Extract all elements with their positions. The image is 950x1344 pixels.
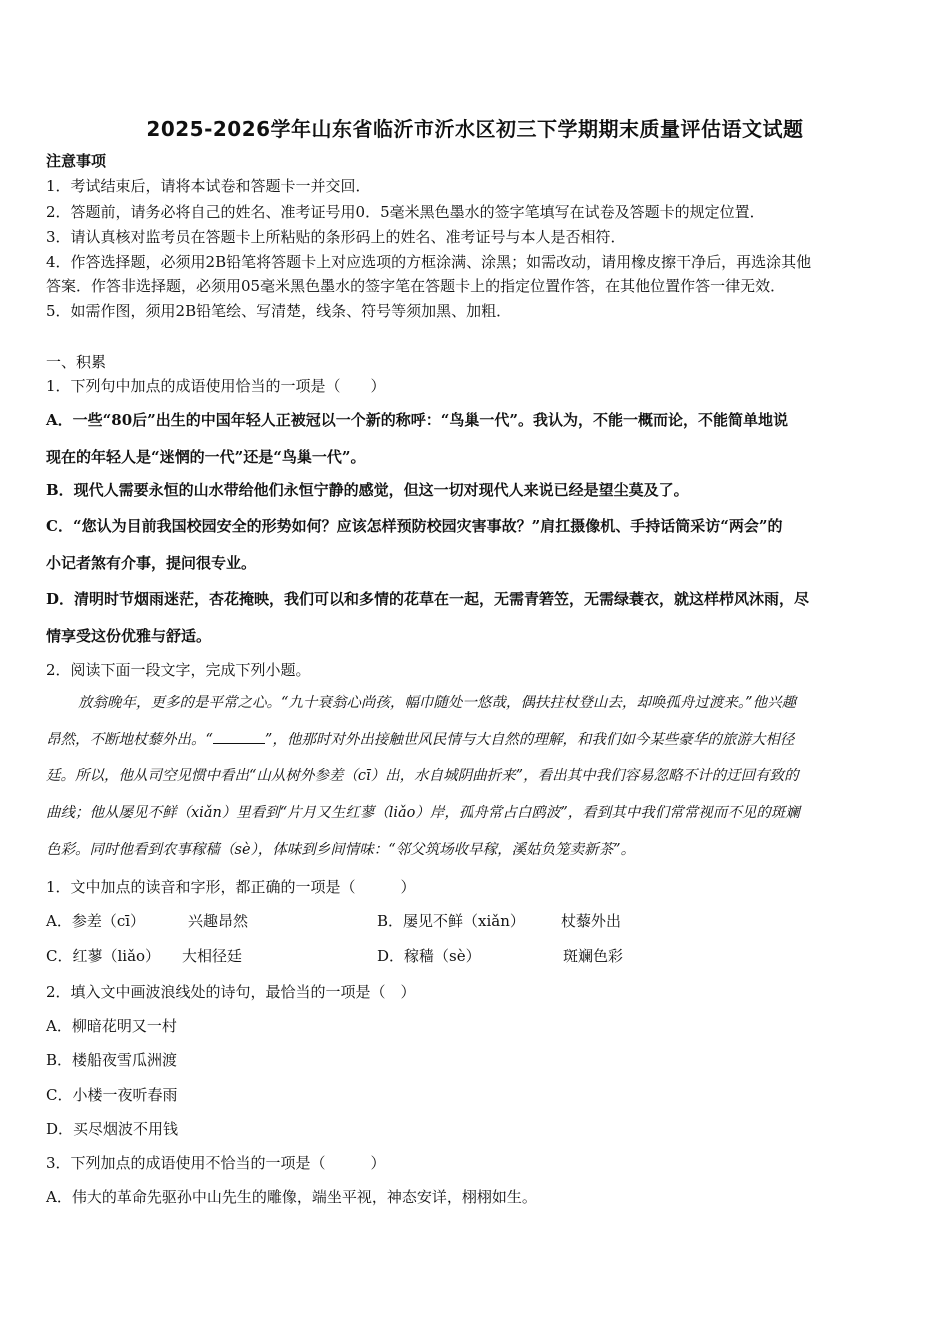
sub1-option-a-word: 兴趣昂然 (188, 912, 249, 930)
q1-option-d: D．清明时节烟雨迷茫，杏花掩映，我们可以和多情的花草在一起，无需青箬笠，无需绿蓑衣，就这样栉风沐雨，尽 (46, 590, 810, 608)
question-2-stem: 2．阅读下面一段文字，完成下列小题。 (46, 661, 311, 679)
sub1-option-b: B．屡见不鲜（xiǎn） (377, 912, 525, 930)
passage-line: 廷。所以，他从司空见惯中看出“山从树外参差（cī）出，水自城阴曲折来”，看出其中我们容易忽略不计的迂回有致的 (46, 768, 799, 784)
sub2-option-b: B．楼船夜雪瓜洲渡 (46, 1051, 178, 1069)
notice-item: 1．考试结束后，请将本试卷和答题卡一并交回． (46, 177, 371, 195)
q3-option-a: A．伟大的革命先驱孙中山先生的雕像，端坐平视，神态安详，栩栩如生。 (46, 1188, 537, 1206)
q1-option-d-cont: 情享受这份优雅与舒适。 (46, 627, 212, 645)
passage-line (46, 729, 794, 750)
section-heading: 一、积累 (46, 353, 107, 371)
notice-heading: 注意事项 (46, 152, 107, 170)
page-title: 2025-2026学年山东省临沂市沂水区初三下学期期末质量评估语文试题 (146, 117, 804, 141)
notice-item: 4．作答选择题，必须用2B铅笔将答题卡上对应选项的方框涂满、涂黑；如需改动，请用橡皮擦干净后，再选涂其他 (46, 253, 812, 271)
wavy-blank (213, 729, 265, 744)
question-3-stem: 3．下列加点的成语使用不恰当的一项是（ ） (46, 1154, 386, 1172)
q1-option-b: B．现代人需要永恒的山水带给他们永恒宁静的感觉，但这一切对现代人来说已经是望尘莫及了。 (46, 481, 689, 499)
passage-text: ”，他那时对外出接触世风民情与大自然的理解，和我们如今某些豪华的旅游大相径 (264, 732, 795, 748)
notice-item: 2．答题前，请务必将自己的姓名、准考证号用0．5毫米黑色墨水的签字笔填写在试卷及答题卡的规定位置． (46, 203, 765, 221)
sub1-option-d: D．稼穑（sè） (377, 947, 481, 965)
sub-question-2-stem: 2．填入文中画波浪线处的诗句，最恰当的一项是（ ） (46, 983, 416, 1001)
passage-text: 昂然，不断地杖藜外出。“ (46, 732, 213, 748)
sub1-option-a: A．参差（cī） (46, 912, 146, 930)
sub1-option-c: C．红蓼（liǎo） (46, 947, 161, 965)
notice-item: 答案．作答非选择题，必须用05毫米黑色墨水的签字笔在答题卡上的指定位置作答，在其他位置作答一律无效． (46, 277, 786, 295)
passage-line: 色彩。同时他看到农事稼穑（sè），体味到乡间情味：“邻父筑场收早稼，溪姑负笼卖新茶”。 (46, 842, 636, 858)
sub2-option-c: C．小楼一夜听春雨 (46, 1086, 178, 1104)
sub2-option-a: A．柳暗花明又一村 (46, 1017, 177, 1035)
q1-option-c-cont: 小记者煞有介事，提问很专业。 (46, 554, 257, 572)
passage-line: 曲线；他从屡见不鲜（xiǎn）里看到“片月又生红蓼（liǎo）岸，孤舟常占白鸥波”，看到其中我们常常视而不见的斑斓 (46, 805, 800, 821)
q1-option-a: A．一些“80后”出生的中国年轻人正被冠以一个新的称呼：“鸟巢一代”。我认为，不能一概而论，不能简单地说 (46, 411, 789, 429)
notice-item: 3．请认真核对监考员在答题卡上所粘贴的条形码上的姓名、准考证号与本人是否相符． (46, 228, 626, 246)
sub1-option-b-word: 杖藜外出 (561, 912, 622, 930)
q1-option-c: C．“您认为目前我国校园安全的形势如何？应该怎样预防校园灾害事故？”肩扛摄像机、手持话筒采访“两会”的 (46, 517, 783, 535)
sub1-option-d-word: 斑斓色彩 (563, 947, 624, 965)
notice-item: 5．如需作图，须用2B铅笔绘、写清楚，线条、符号等须加黑、加粗． (46, 302, 512, 320)
sub1-option-c-word: 大相径廷 (182, 947, 243, 965)
sub2-option-d: D．买尽烟波不用钱 (46, 1120, 179, 1138)
passage-line: 放翁晚年，更多的是平常之心。“九十衰翁心尚孩，幅巾随处一悠哉，偶扶拄杖登山去，却唤孤舟过渡来。”他兴趣 (78, 695, 797, 711)
sub-question-1-stem: 1．文中加点的读音和字形，都正确的一项是（ ） (46, 878, 416, 896)
q1-option-a-cont: 现在的年轻人是“迷惘的一代”还是“鸟巢一代”。 (46, 448, 366, 466)
question-1-stem: 1．下列句中加点的成语使用恰当的一项是（ ） (46, 377, 386, 395)
